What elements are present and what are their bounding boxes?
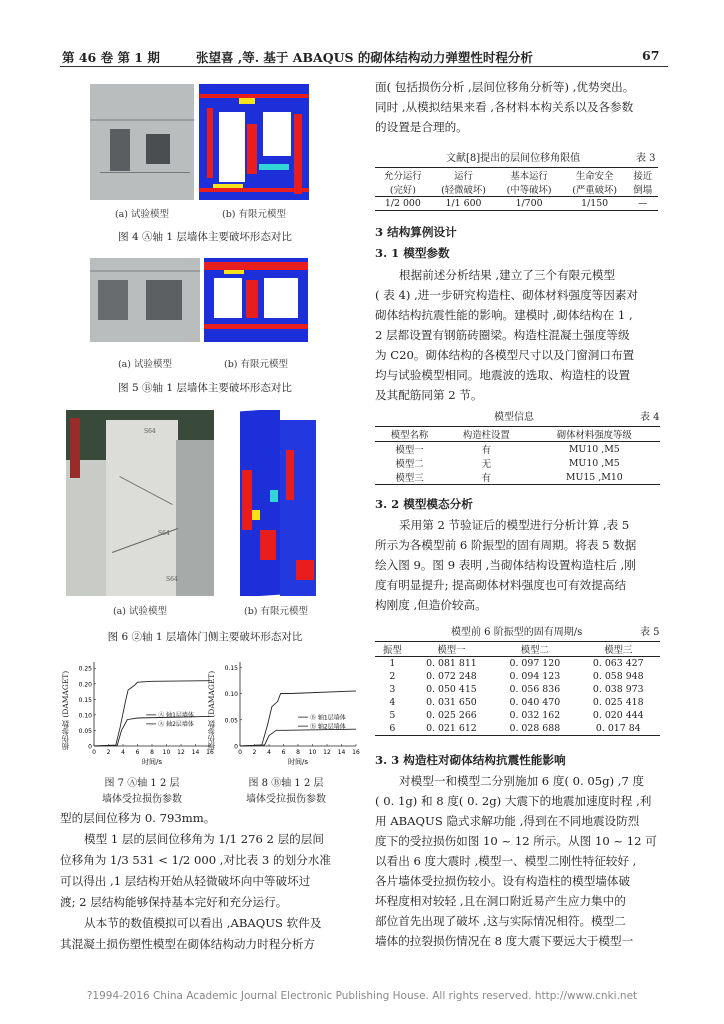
fig6-photo-label-2: S64 (158, 530, 170, 537)
section-3-title: 3 结构算例设计 (375, 225, 457, 239)
fig5-sub-a: (a) 试验模型 (117, 359, 173, 370)
table5-cell: 0. 032 162 (509, 710, 561, 721)
x-tick-label: 14 (191, 749, 200, 756)
fig4-test-photo (90, 84, 194, 200)
y-tick-label: 0.20 (78, 681, 92, 689)
table3-header: 生命安全 (严重破坏) (572, 171, 618, 196)
table5-title: 模型前 6 阶振型的固有周期/s (451, 627, 583, 638)
table3 (375, 167, 658, 211)
right-intro-0: 面( 包括损伤分析 ,层间位移角分析等) ,优势突出。 (375, 80, 635, 94)
para32-2: 绘入图 9。图 9 表明 ,当砌体结构设置构造柱后 ,刚 (375, 558, 636, 572)
table5-cell: 3 (389, 684, 396, 695)
para33-1: ( 0. 1g) 和 8 度( 0. 2g) 大震下的地震加速度时程 ,利 (375, 794, 652, 808)
fig7-caption-1: 图 7 Ⓐ轴 1 2 层 (104, 778, 180, 789)
table5-cell: 4 (389, 697, 396, 708)
para31-0: 根据前述分析结果 ,建立了三个有限元模型 (399, 268, 616, 282)
fig4-sub-a: (a) 试验模型 (114, 209, 170, 220)
left-text-0: 型的层间位移为 0. 793mm。 (60, 811, 216, 825)
y-tick-label: 0.10 (224, 691, 238, 698)
para32-4: 构刚度 ,但造价较高。 (375, 598, 487, 612)
table4-label: 表 4 (640, 412, 660, 423)
legend-label-2: Ⓐ 轴2层墙体 (158, 721, 194, 729)
copyright-footer: ?1994-2016 China Academic Journal Electronic Publishing House. All rights reserved. http://www.cnki.net (86, 990, 638, 1002)
para31-2: 砌体结构抗震性能的影响。建模时 ,砌体结构在 1 , (375, 308, 633, 322)
table4-title: 模型信息 (494, 412, 534, 423)
table3-cell: 1/700 (515, 198, 543, 209)
table5-cell: 0. 038 973 (592, 684, 644, 695)
x-tick-label: 14 (337, 749, 346, 756)
fig5-caption: 图 5 Ⓑ轴 1 层墙体主要破坏形态对比 (118, 382, 292, 394)
fig4-fem-model (199, 84, 309, 200)
para32-3: 度有明显提升; 提高砌体材料强度也可有效提高结 (375, 578, 627, 592)
x-tick-label: 4 (121, 749, 125, 756)
fig5-test-photo (90, 258, 200, 342)
y-tick-label: 0.15 (78, 696, 92, 704)
table3-header: 运行 (轻微破坏) (441, 171, 486, 196)
running-title: 张望喜 ,等. 基于 ABAQUS 的砌体结构动力弹塑性时程分析 (196, 50, 533, 65)
x-tick-label: 8 (150, 749, 154, 756)
x-axis-label: 时间/s (141, 758, 163, 766)
table5-cell: 6 (389, 723, 396, 734)
fig6-photo-label-3: S64 (166, 576, 178, 583)
table3-header: 允分运行 (完好) (384, 171, 422, 196)
table5-cell: 2 (389, 671, 396, 682)
series-line-2 (240, 729, 356, 746)
table5-cell: 0. 025 266 (426, 710, 477, 721)
section-3-3-title: 3. 3 构造柱对砌体结构抗震性能影响 (375, 753, 566, 767)
fig6-photo-label-1: S64 (144, 428, 156, 435)
table3-label: 表 3 (636, 153, 656, 164)
legend-label-1: Ⓑ 轴1层墙体 (310, 714, 346, 722)
fig6-sub-b: (b) 有限元模型 (243, 606, 308, 617)
table4-cell: 模型一 (395, 445, 424, 456)
table4-cell: 模型二 (395, 459, 424, 470)
table3-cell: 1/150 (581, 198, 609, 209)
y-tick-label: 0.15 (224, 664, 238, 672)
fig8-caption-1: 图 8 Ⓑ轴 1 2 层 (248, 778, 324, 789)
y-tick-label: 0.25 (78, 665, 92, 673)
x-tick-label: 8 (296, 749, 300, 756)
x-tick-label: 0 (238, 749, 242, 756)
table5-cell: 0. 025 418 (592, 697, 644, 708)
para33-7: 部位首先出现了破坏 ,这与实际情况相符。模型二 (375, 914, 626, 928)
table5-cell: 0. 020 444 (592, 710, 644, 721)
para31-5: 均与试验模型相同。地震波的选取、构造柱的设置 (375, 368, 631, 382)
fig5-fem-model (204, 258, 308, 342)
left-text-3: 可以得出 ,1 层结构开始从轻微破坏向中等破坏过 (60, 874, 311, 888)
table3-cell: — (638, 198, 648, 209)
left-text-6: 其混凝土损伤塑性模型在砌体结构动力时程分析方 (60, 937, 316, 951)
para32-0: 采用第 2 节验证后的模型进行分析计算 ,表 5 (399, 518, 630, 532)
section-3-2-title: 3. 2 模型模态分析 (375, 497, 473, 511)
table4 (375, 426, 660, 485)
table5-cell: 0. 097 120 (509, 658, 561, 669)
left-text-4: 渡; 2 层结构能够保持基本完好和充分运行。 (60, 895, 288, 909)
table5-header: 振型 (382, 645, 402, 656)
table5 (375, 641, 660, 736)
y-tick-label: 0.10 (78, 712, 92, 720)
left-text-1: 模型 1 层的层间位移角为 1/1 276 2 层的层间 (84, 832, 324, 846)
page-number: 67 (642, 48, 660, 63)
table5-cell: 0. 031 650 (426, 697, 477, 708)
x-tick-label: 16 (206, 749, 214, 756)
table5-header: 模型二 (520, 645, 549, 656)
table5-header: 模型一 (437, 645, 466, 656)
para33-8: 墙体的拉裂损伤情况在 8 度大震下要远大于模型一 (375, 934, 634, 948)
table5-cell: 0. 094 123 (509, 671, 561, 682)
table5-cell: 0. 021 612 (426, 723, 477, 734)
table4-cell: 有 (481, 445, 491, 456)
para31-1: ( 表 4) ,进一步研究构造柱、砌体材料强度等因素对 (375, 288, 639, 302)
x-tick-label: 6 (281, 749, 286, 756)
fig4-caption: 图 4 Ⓐ轴 1 层墙体主要破坏形态对比 (118, 231, 292, 243)
table4-cell: MU15 ,M10 (565, 471, 623, 483)
x-tick-label: 12 (323, 749, 331, 756)
y-tick-label: 0 (234, 743, 238, 751)
table5-cell: 0. 040 470 (509, 697, 561, 708)
x-tick-label: 10 (162, 749, 171, 756)
fig5-sub-b: (b) 有限元模型 (223, 359, 288, 370)
table3-cell: 1/2 000 (384, 198, 421, 209)
right-intro-2: 的设置是合理的。 (375, 120, 468, 134)
para33-3: 度下的受拉损伤如图 10 ~ 12 所示。从图 10 ~ 12 可 (375, 834, 657, 848)
table4-cell: MU10 ,M5 (568, 457, 620, 469)
table3-header: 基本运行 (中等破坏) (506, 171, 552, 196)
x-tick-label: 0 (92, 749, 96, 756)
table5-cell: 0. 063 427 (592, 658, 644, 669)
table4-header: 模型名称 (390, 430, 429, 441)
x-tick-label: 16 (352, 749, 360, 756)
para33-0: 对模型一和模型二分别施加 6 度( 0. 05g) ,7 度 (399, 774, 645, 788)
table5-cell: 0. 058 948 (592, 671, 644, 682)
x-tick-label: 6 (135, 749, 140, 756)
fig6-test-photo (66, 410, 214, 596)
x-tick-label: 2 (106, 749, 111, 756)
table5-label: 表 5 (640, 627, 660, 638)
x-axis-label: 时间/s (287, 758, 309, 766)
fig8-ylabel: 损伤参数 (DAMAGET) (207, 670, 216, 750)
left-text-2: 位移角为 1/3 531 < 1/2 000 ,对比表 3 的划分水准 (60, 853, 331, 867)
table4-header: 构造柱设置 (462, 430, 510, 441)
para33-2: 用 ABAQUS 隐式求解功能 ,得到在不同地震设防烈 (375, 814, 640, 828)
table5-cell: 1 (389, 658, 396, 669)
legend-label-1: Ⓐ 轴1层墙体 (158, 712, 194, 720)
table5-cell: 5 (389, 710, 396, 721)
table5-cell: 0. 028 688 (509, 723, 561, 734)
table5-cell: 0. 072 248 (426, 671, 477, 682)
para33-4: 以看出 6 度大震时 ,模型一、模型二刚性特征较好 , (375, 854, 637, 868)
table4-cell: 有 (481, 473, 491, 484)
section-3-1-title: 3. 1 模型参数 (375, 246, 450, 260)
table5-header: 模型三 (604, 645, 633, 656)
x-tick-label: 10 (308, 749, 317, 756)
table5-cell: 0. 056 836 (509, 684, 561, 695)
fig6-sub-a: (a) 试验模型 (112, 606, 168, 617)
y-tick-label: 0.05 (78, 727, 92, 735)
fig7-caption-2: 墙体受拉损伤参数 (102, 794, 182, 805)
para31-3: 2 层都设置有钢筋砖圈梁。构造柱混凝土强度等级 (375, 328, 630, 342)
fig4-sub-b: (b) 有限元模型 (221, 209, 286, 220)
y-tick-label: 0.05 (224, 717, 238, 725)
table4-cell: 模型三 (395, 473, 424, 484)
fig7-ylabel: 损伤参数 (DAMAGET) (61, 670, 70, 750)
table4-cell: 无 (481, 459, 491, 470)
table5-cell: 0. 050 415 (426, 684, 477, 695)
para31-4: 为 C20。砌体结构的各模型尺寸以及门窗洞口布置 (375, 348, 635, 362)
para33-6: 坏程度相对较轻 ,且在洞口附近易产生应力集中的 (375, 894, 626, 908)
x-tick-label: 4 (267, 749, 271, 756)
fig8-chart (206, 650, 366, 770)
fig7-chart (60, 650, 220, 770)
table3-header: 接近 倒塌 (633, 171, 653, 196)
x-tick-label: 12 (177, 749, 185, 756)
legend-label-2: Ⓑ 轴2层墙体 (310, 723, 346, 731)
para33-5: 各片墙体受拉损伤较小。设有构造柱的模型墙体破 (375, 874, 631, 888)
table3-title: 文献[8]提出的层间位移角限值 (446, 153, 581, 164)
header-rule (60, 66, 668, 67)
fig8-caption-2: 墙体受拉损伤参数 (246, 794, 326, 805)
y-tick-label: 0 (88, 743, 92, 751)
para31-6: 及其配筋同第 2 节。 (375, 388, 483, 402)
journal-volume: 第 46 卷 第 1 期 (62, 50, 160, 65)
para32-1: 所示为各模型前 6 阶振型的固有周期。将表 5 数据 (375, 538, 637, 552)
table3-cell: 1/1 600 (445, 198, 482, 209)
table4-cell: MU10 ,M5 (568, 443, 620, 455)
left-text-5: 从本节的数值模拟可以看出 ,ABAQUS 软件及 (84, 916, 322, 930)
fig6-caption: 图 6 ②轴 1 层墙体门侧主要破坏形态对比 (107, 631, 303, 643)
table5-cell: 0. 081 811 (426, 658, 477, 669)
x-tick-label: 2 (252, 749, 257, 756)
table5-cell: 0. 017 84 (595, 723, 641, 734)
table4-header: 砌体材料强度等级 (556, 430, 632, 441)
fig6-fem-model (230, 410, 322, 596)
right-intro-1: 同时 ,从模拟结果来看 ,各材料本构关系以及各参数 (375, 100, 634, 114)
